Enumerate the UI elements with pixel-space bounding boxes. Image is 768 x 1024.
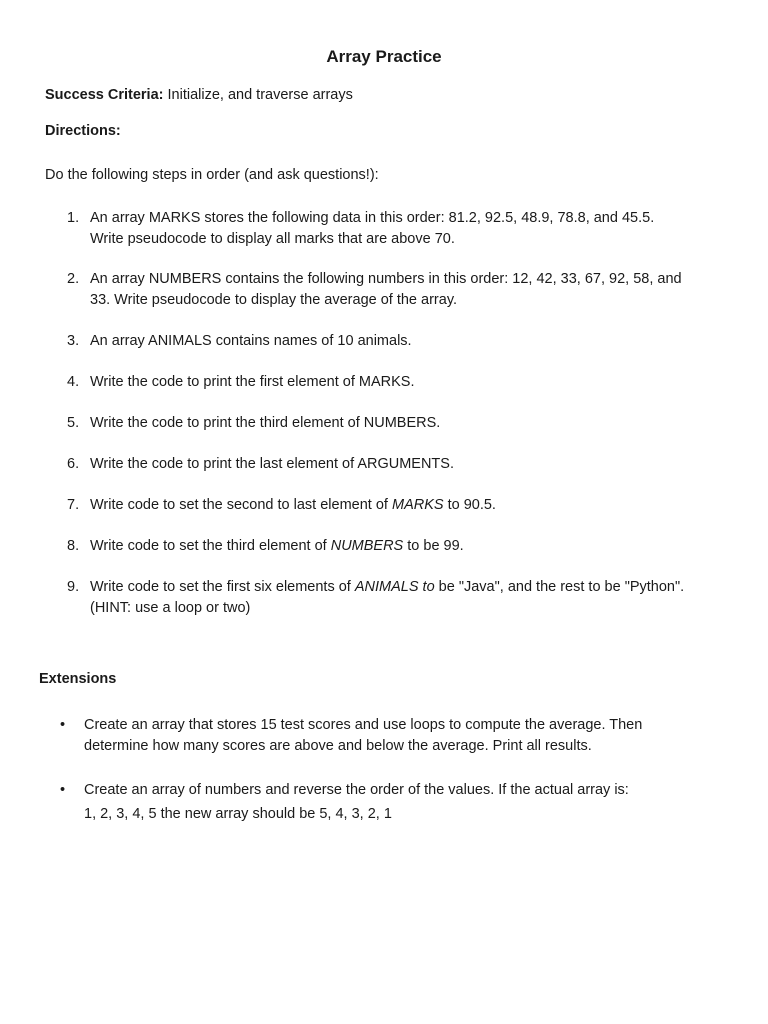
success-criteria-text: Initialize, and traverse arrays (163, 87, 353, 103)
step-number: 7. (67, 497, 80, 513)
step-text (90, 495, 690, 516)
step-number: 4. (67, 374, 80, 390)
step-text-part: to 90.5. (443, 497, 496, 513)
step-text-part: to be 99. (403, 538, 464, 554)
step-text: Write the code to print the first element of MARKS. (90, 374, 415, 390)
extension-text: Create an array that stores 15 test scores and use loops to compute the average. Then determine how many scores are above and below the average. Print all results. (84, 717, 643, 754)
step-emphasis: NUMBERS (330, 538, 404, 554)
extension-line: 1, 2, 3, 4, 5 the new array should be 5, 4, 3, 2, 1 (84, 806, 392, 822)
step-text (90, 577, 690, 619)
step-emphasis: MARKS (391, 497, 444, 513)
step-text: An array ANIMALS contains names of 10 animals. (90, 333, 412, 349)
step-number: 6. (67, 456, 80, 472)
step-text (90, 536, 690, 557)
step-text: An array NUMBERS contains the following numbers in this order: 12, 42, 33, 67, 92, 58, and 33. Write pseudocode to display the average of the array. (90, 271, 682, 308)
page-title: Array Practice (326, 47, 442, 66)
step-text: Write the code to print the last element of ARGUMENTS. (90, 456, 454, 472)
directions-label: Directions: (45, 123, 121, 139)
step-number: 2. (67, 271, 80, 287)
success-criteria (45, 85, 353, 106)
bullet-icon: • (60, 717, 66, 733)
step-text-part: be "Java", and the rest to be "Python". (HINT: use a loop or two) (90, 579, 685, 616)
bullet-icon: • (60, 782, 66, 798)
step-number: 5. (67, 415, 80, 431)
step-number: 1. (67, 210, 80, 226)
extensions-heading: Extensions (39, 671, 117, 687)
intro-text: Do the following steps in order (and ask questions!): (45, 167, 379, 183)
step-emphasis: ANIMALS to (354, 579, 435, 595)
step-text-part: Write code to set the second to last element of (90, 497, 392, 513)
step-number: 3. (67, 333, 80, 349)
step-number: 8. (67, 538, 80, 554)
extension-line: Create an array of numbers and reverse the order of the values. If the actual array is: (84, 782, 629, 798)
extension-text (84, 780, 684, 825)
step-text: An array MARKS stores the following data in this order: 81.2, 92.5, 48.9, 78.8, and 45.5. Write pseudocode to display all marks that are above 70. (90, 210, 655, 247)
step-text-part: Write code to set the first six elements of (90, 579, 355, 595)
success-criteria-label: Success Criteria: (45, 87, 164, 103)
step-text: Write the code to print the third element of NUMBERS. (90, 415, 441, 431)
step-number: 9. (67, 579, 80, 595)
step-text-part: Write code to set the third element of (90, 538, 331, 554)
